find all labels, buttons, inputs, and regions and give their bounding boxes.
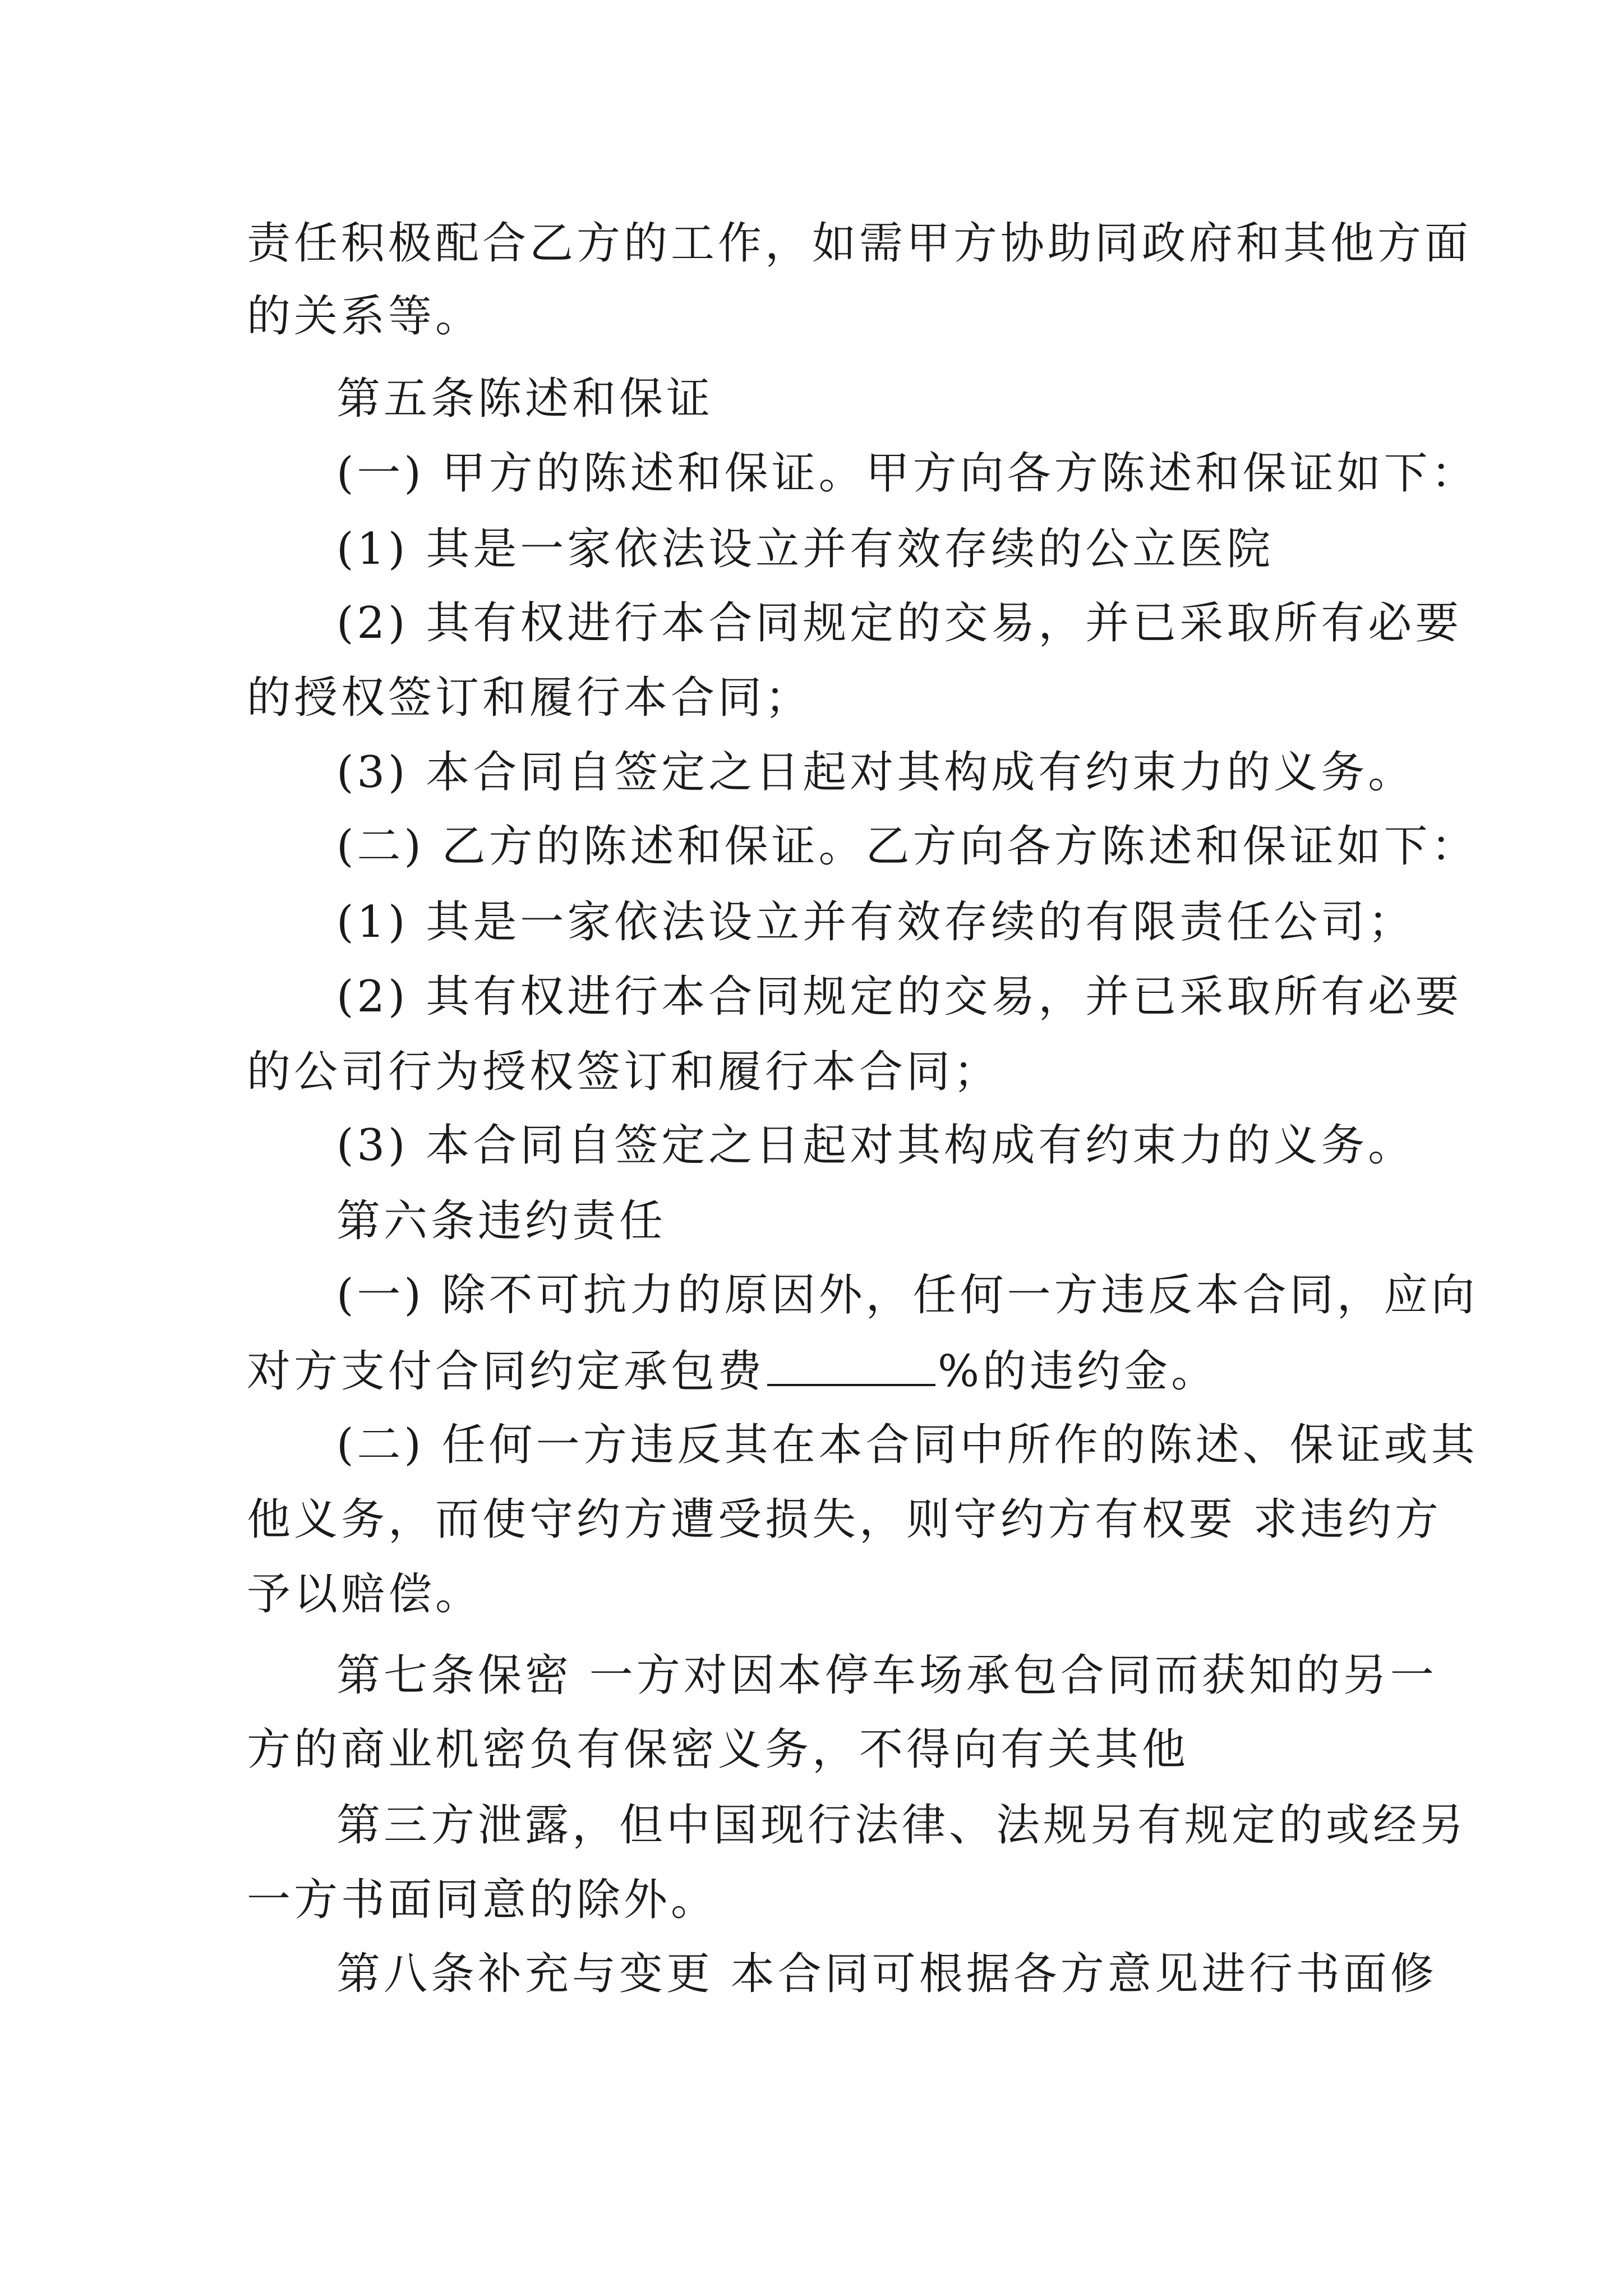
text-line: (一) 甲方的陈述和保证。甲方向各方陈述和保证如下：: [336, 448, 1478, 499]
text-line-with-blank: [247, 1346, 1380, 1397]
text-line: 予以赔偿。: [247, 1569, 483, 1619]
section-heading: 第八条补充与变更 本合同可根据各方意见进行书面修: [336, 1949, 1437, 1999]
text-line: 他义务，而使守约方遭受损失，则守约方有权要 求违约方: [247, 1494, 1442, 1545]
text-line: 方的商业机密负有保密义务，不得向有关其他: [247, 1724, 1189, 1775]
text-line: (1) 其是一家依法设立并有效存续的有限责任公司；: [336, 897, 1415, 947]
text-line: (3) 本合同自签定之日起对其构成有约束力的义务。: [336, 1120, 1415, 1171]
section-heading: 第六条违约责任: [336, 1196, 667, 1246]
text-line: (一) 除不可抗力的原因外，任何一方违反本合同，应向: [336, 1270, 1478, 1320]
text-line: 的关系等。: [247, 291, 483, 342]
text-line: 一方书面同意的除外。: [247, 1875, 718, 1925]
section-heading: 第五条陈述和保证: [336, 374, 714, 424]
text-segment: %的违约金。: [938, 1346, 1219, 1397]
text-line: 的授权签订和履行本合同；: [247, 673, 813, 723]
text-line: 的公司行为授权签订和履行本合同；: [247, 1047, 1001, 1097]
fill-in-blank: [767, 1349, 935, 1386]
text-line: (3) 本合同自签定之日起对其构成有约束力的义务。: [336, 747, 1415, 798]
text-line: (1) 其是一家依法设立并有效存续的公立医院: [336, 524, 1274, 574]
text-line: 第三方泄露，但中国现行法律、法规另有规定的或经另: [336, 1800, 1468, 1851]
text-line: 责任积极配合乙方的工作，如需甲方协助同政府和其他方面: [247, 218, 1472, 269]
text-line: (2) 其有权进行本合同规定的交易，并已采取所有必要: [336, 598, 1463, 648]
section-heading: 第七条保密 一方对因本停车场承包合同而获知的另一: [336, 1650, 1437, 1701]
text-line: (2) 其有权进行本合同规定的交易，并已采取所有必要: [336, 972, 1463, 1022]
text-line: (二) 乙方的陈述和保证。乙方向各方陈述和保证如下：: [336, 821, 1478, 872]
text-line: (二) 任何一方违反其在本合同中所作的陈述、保证或其: [336, 1420, 1478, 1470]
text-segment: 对方支付合同约定承包费: [247, 1346, 766, 1397]
